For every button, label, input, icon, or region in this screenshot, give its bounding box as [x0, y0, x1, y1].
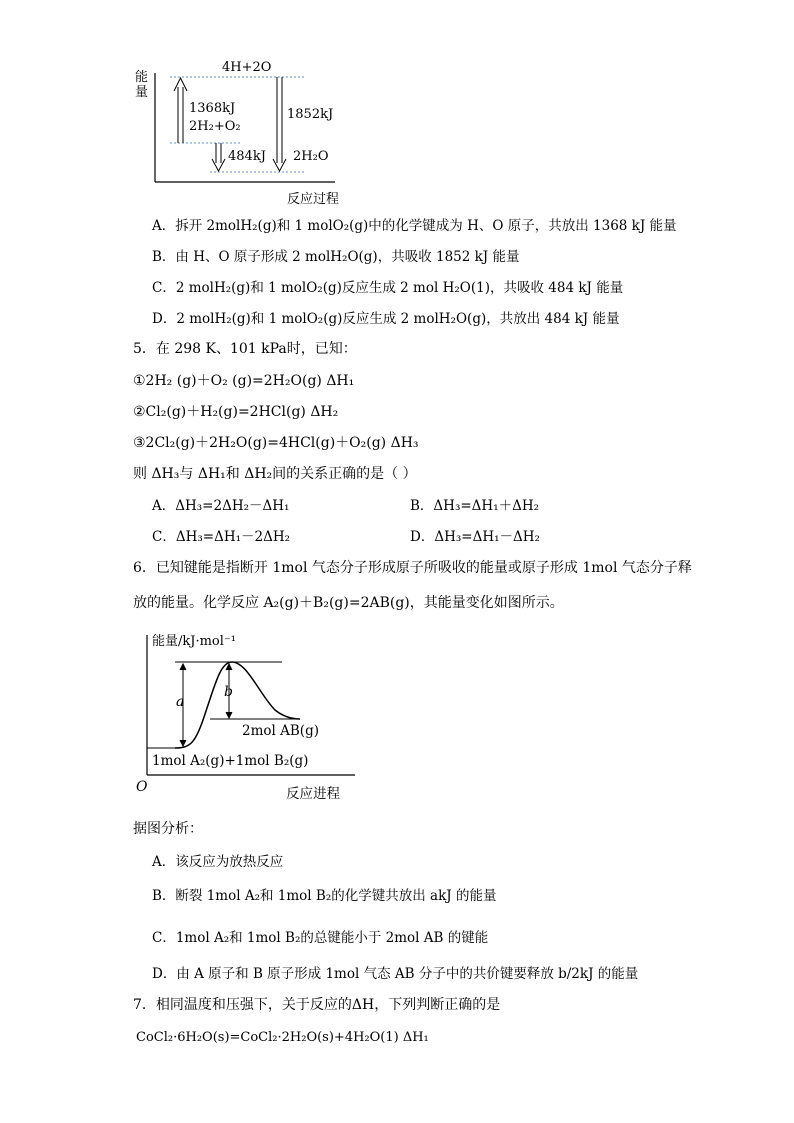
- q6-option-c: C．1mol A₂和 1mol B₂的总键能小于 2mol AB 的键能: [152, 930, 489, 946]
- q6-option-a: A．该反应为放热反应: [152, 854, 284, 870]
- diagram2-ylabel: 能量/kJ·mol⁻¹: [152, 634, 236, 649]
- q6-option-d: D．由 A 原子和 B 原子形成 1mol 气态 AB 分子中的共价键要释放 b/2kJ 的能量: [152, 966, 639, 982]
- q7-stem: 7．相同温度和压强下，关于反应的ΔH，下列判断正确的是: [133, 997, 501, 1013]
- diagram1-xlabel: 反应过程: [287, 192, 340, 207]
- q6-option-b: B．断裂 1mol A₂和 1mol B₂的化学键共放出 akJ 的能量: [152, 888, 497, 904]
- diagram2-product: 2mol AB(g): [242, 723, 319, 739]
- diagram1-reactants: 2H₂+O₂: [189, 119, 241, 134]
- q5-option-c: C．ΔH₃=ΔH₁－2ΔH₂: [152, 529, 291, 545]
- q7-equation: CoCl₂·6H₂O(s)=CoCl₂·2H₂O(s)+4H₂O(1) ΔH₁: [136, 1030, 429, 1045]
- q5-question: 则 ΔH₃与 ΔH₁和 ΔH₂间的关系正确的是（ ）: [133, 466, 417, 482]
- diagram2-origin: O: [136, 779, 148, 795]
- q4-option-c: C．2 molH₂(g)和 1 molO₂(g)反应生成 2 mol H₂O(1)，共吸收 484 kJ 能量: [152, 280, 624, 296]
- diagram2-label-a: a: [176, 694, 185, 710]
- q5-option-a: A．ΔH₃=2ΔH₂－ΔH₁: [152, 498, 290, 514]
- q5-option-d: D．ΔH₃=ΔH₁－ΔH₂: [410, 529, 540, 545]
- q4-option-a: A．拆开 2molH₂(g)和 1 molO₂(g)中的化学键成为 H、O 原子，共放出 1368 kJ 能量: [152, 218, 677, 234]
- diagram1-e1: 1368kJ: [189, 101, 236, 116]
- q6-stem-line2: 放的能量。化学反应 A₂(g)＋B₂(g)=2AB(g)，其能量变化如图所示。: [133, 595, 564, 611]
- q5-stem: 5．在 298 K、101 kPa时，已知：: [133, 341, 357, 357]
- q5-eq2: ②Cl₂(g)＋H₂(g)=2HCl(g) ΔH₂: [133, 404, 339, 420]
- energy-diagram-1: [125, 55, 365, 205]
- diagram1-top-label: 4H+2O: [222, 60, 272, 75]
- q5-eq3: ③2Cl₂(g)＋2H₂O(g)=4HCl(g)＋O₂(g) ΔH₃: [133, 435, 419, 451]
- energy-diagram-2: [135, 625, 375, 800]
- diagram2-xlabel: 反应进程: [286, 786, 340, 802]
- q6-stem-line1: 6．已知键能是指断开 1mol 气态分子形成原子所吸收的能量或原子形成 1mol 气态分子释: [133, 560, 692, 576]
- diagram2-reactants: 1mol A₂(g)+1mol B₂(g): [152, 753, 309, 769]
- q5-option-b: B．ΔH₃=ΔH₁＋ΔH₂: [410, 498, 540, 514]
- diagram1-e2: 1852kJ: [287, 107, 334, 122]
- q5-eq1: ①2H₂ (g)＋O₂ (g)=2H₂O(g) ΔH₁: [133, 373, 355, 389]
- diagram2-label-b: b: [224, 684, 233, 700]
- q6-analysis: 据图分析：: [133, 821, 203, 837]
- diagram1-product: 2H₂O: [293, 149, 329, 164]
- diagram1-e3: 484kJ: [228, 149, 266, 164]
- diagram1-ylabel: 能量: [135, 70, 149, 100]
- q4-option-d: D．2 molH₂(g)和 1 molO₂(g)反应生成 2 molH₂O(g)，共放出 484 kJ 能量: [152, 311, 620, 327]
- q4-option-b: B．由 H、O 原子形成 2 molH₂O(g)，共吸收 1852 kJ 能量: [152, 249, 520, 265]
